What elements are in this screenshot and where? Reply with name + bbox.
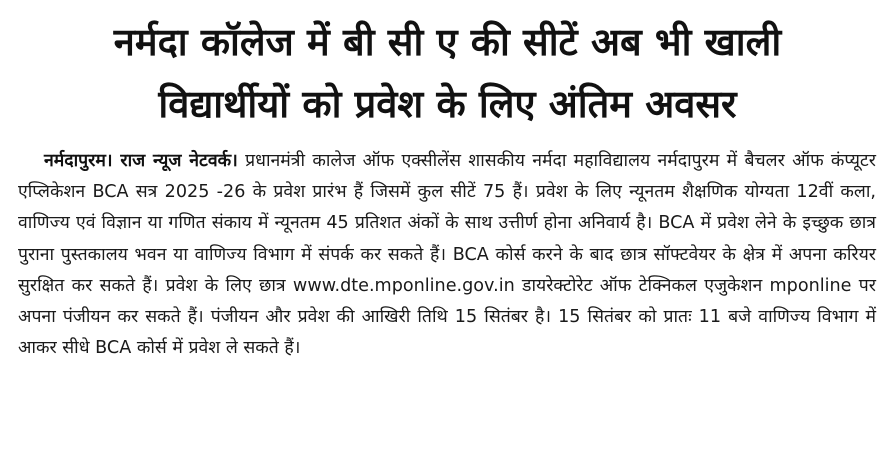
headline-line-1: नर्मदा कॉलेज में बी सी ए की सीटें अब भी खाली	[113, 20, 782, 64]
dateline: नर्मदापुरम। राज न्यूज नेटवर्क।	[44, 151, 238, 171]
article-body-text: प्रधानमंत्री कालेज ऑफ एक्सीलेंस शासकीय नर्मदा महाविद्यालय नर्मदापुरम में बैचलर ऑफ कंप्यूटर एप्लिकेशन BCA सत्र 2025 -26 के प्रवेश प्रारंभ हैं जिसमें कुल सीटें 75 हैं। प्रवेश के लिए न्यूनतम शैक्षणिक योग्यता 12वीं कला, वाणिज्य एवं विज्ञान या गणित संकाय में न्यूनतम 45 प्रतिशत अंकों के साथ उत्तीर्ण होना अनिवार्य है। BCA में प्रवेश लेने के इच्छुक छात्र पुराना पुस्तकालय भवन या वाणिज्य विभाग में संपर्क कर सकते हैं। BCA कोर्स करने के बाद छात्र सॉफ्टवेयर के क्षेत्र में अपना करियर सुरक्षित कर सकते हैं। प्रवेश के लिए छात्र www.dte.mponline.gov.in डायरेक्टोरेट ऑफ टेक्निकल एजुकेशन mponline पर अपना पंजीयन कर सकते हैं। पंजीयन और प्रवेश की आखिरी तिथि 15 सितंबर है। 15 सितंबर को प्रातः 11 बजे वाणिज्य विभाग में आकर सीधे BCA कोर्स में प्रवेश ले सकते हैं।	[18, 151, 876, 359]
headline-line-2: विद्यार्थीयों को प्रवेश के लिए अंतिम अवसर	[158, 82, 737, 126]
article-body	[18, 146, 876, 364]
